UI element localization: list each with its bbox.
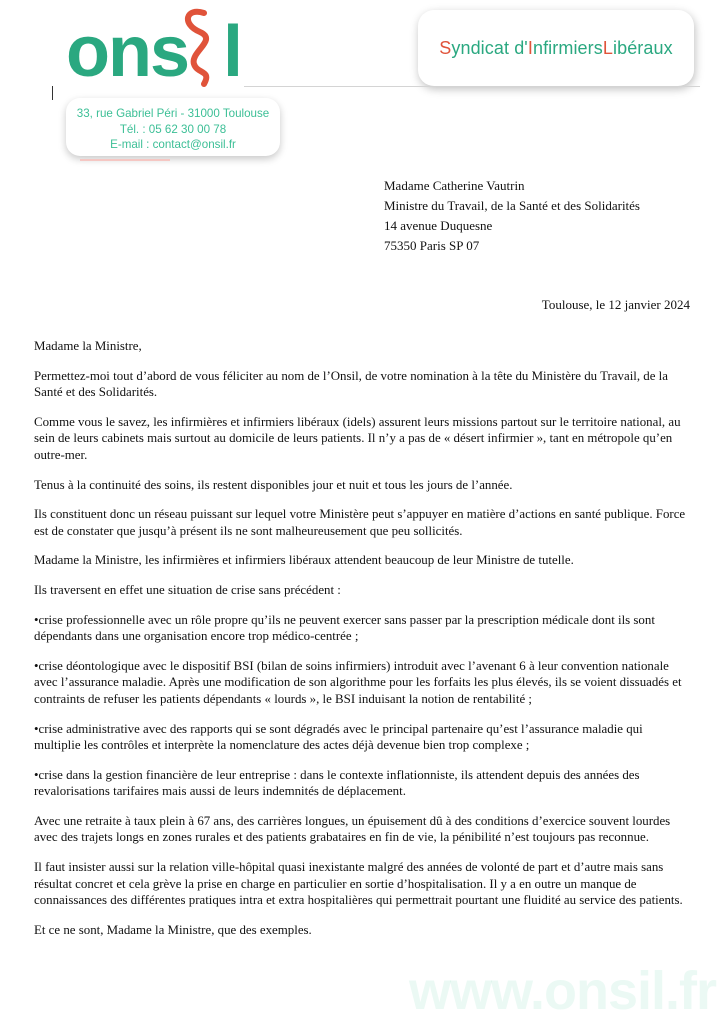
paragraph: Il faut insister aussi sur la relation ville-hôpital quasi inexistante malgré des années de volonté de part et d’autre mais sans résultat concret et cela grève la prise en charge en particulier en sortie d’hospitalisation. Il y a en outre un manque de connaissances des différentes pratiques intra et extra hospitalières qui permettrait pourtant une fluidité au service des patients. <box>34 860 683 908</box>
date-line: Toulouse, le 12 janvier 2024 <box>541 297 690 312</box>
paragraph: Comme vous le savez, les infirmières et infirmiers libéraux (idels) assurent leurs missions partout sur le territoire national, au sein de leurs cabinets mais surtout au domicile de leurs patients. Il n’y a pas de « désert infirmier », tant en métropole qu’en outre-mer. <box>34 414 681 462</box>
recipient-title: Ministre du Travail, de la Santé et des Solidarités <box>384 198 640 213</box>
syndicate-initial-i: I <box>527 37 533 58</box>
sender-address-box <box>66 98 280 156</box>
onsil-logo <box>64 8 260 88</box>
paragraph: Ils traversent en effet une situation de crise sans précédent : <box>34 582 341 597</box>
svg-text:l: l <box>223 12 244 88</box>
syndicate-initial-s: S <box>439 37 452 58</box>
recipient-street: 14 avenue Duquesne <box>384 218 493 233</box>
address-underline <box>80 159 170 161</box>
recipient-block <box>384 176 640 256</box>
bullet-paragraph: •crise professionnelle avec un rôle propre qu’ils ne peuvent exercer sans passer par la prescription médicale dont ils sont dépendants dans une organisation encore trop médico-centrée ; <box>34 612 655 644</box>
syndicate-name-box <box>418 10 694 86</box>
paragraph: Ils constituent donc un réseau puissant sur lequel votre Ministère peut s’appuyer en matière d’actions en santé publique. Force est de constater que jusqu’à présent ils ne sont malheureusement que peu sollicités. <box>34 507 686 538</box>
header-divider <box>244 86 700 87</box>
syndicate-part-l: ibéraux <box>612 37 673 58</box>
bullet-paragraph: •crise déontologique avec le dispositif BSI (bilan de soins infirmiers) introduit avec l’avenant 6 à leur convention nationale avec l’assurance maladie. Après une modification de son algorithme pour les forfaits les plus élevés, ils se voient dissuadés et contraints de refuser les patients dépendants « lourds », le BSI induisant la notion de rentabilité ; <box>34 658 682 706</box>
bullet-paragraph: •crise administrative avec des rapports qui se sont dégradés avec le principal partenaire qu’est l’assurance maladie qui multiplie les contrôles et interprète la nomenclature des actes déjà devenue bien trop complexe ; <box>34 721 643 753</box>
margin-tick <box>52 86 53 100</box>
syndicate-part-s: yndicat d' <box>451 37 528 58</box>
paragraph: Avec une retraite à taux plein à 67 ans, des carrières longues, un épuisement dû à des conditions d’exercice souvent lourdes avec des trajets longs en zones rurales et des patients grabataires en fin de vie, la pénibilité n’est toujours pas reconnue. <box>34 813 671 845</box>
recipient-city: 75350 Paris SP 07 <box>384 238 480 253</box>
paragraph: Et ce ne sont, Madame la Ministre, que des exemples. <box>34 922 312 937</box>
paragraph: Madame la Ministre, les infirmières et infirmiers libéraux attendent beaucoup de leur Ministre de tutelle. <box>34 553 574 568</box>
syndicate-part-i: nfirmiers <box>532 37 603 58</box>
paragraph: Permettez-moi tout d’abord de vous féliciter au nom de l’Onsil, de votre nomination à la tête du Ministère du Travail, de la Santé et des Solidarités. <box>34 368 668 400</box>
website-watermark: www.onsil.fr <box>408 961 716 1021</box>
sender-email: E-mail : contact@onsil.fr <box>110 138 236 151</box>
svg-text:ons: ons <box>66 12 189 88</box>
recipient-name: Madame Catherine Vautrin <box>384 178 525 193</box>
paragraph: Tenus à la continuité des soins, ils restent disponibles jour et nuit et tous les jours de l’année. <box>34 477 513 492</box>
salutation: Madame la Ministre, <box>34 339 142 353</box>
syndicate-initial-l: L <box>602 37 613 58</box>
sender-phone: Tél. : 05 62 30 00 78 <box>119 122 227 136</box>
bullet-paragraph: •crise dans la gestion financière de leur entreprise : dans le contexte inflationniste, ils attendent depuis des années des revalorisations tarifaires mais aussi de leurs indemnités de déplacement. <box>34 767 640 799</box>
sender-street: 33, rue Gabriel Péri - 31000 Toulouse <box>76 107 270 120</box>
letter-body <box>34 338 690 951</box>
